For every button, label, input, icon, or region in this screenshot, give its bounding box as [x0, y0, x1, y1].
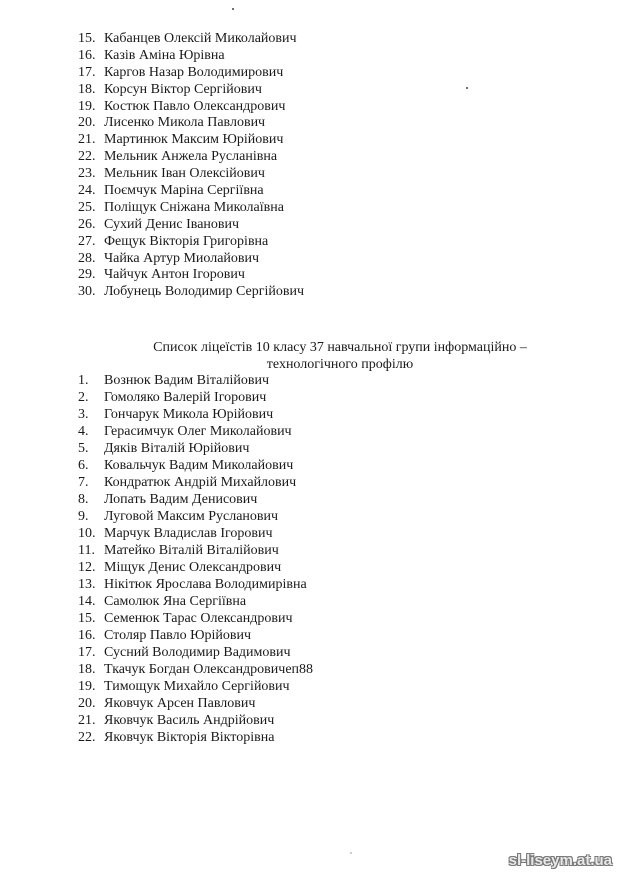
student-name: Чайка Артур Миолайович: [104, 250, 260, 266]
item-number: 30.: [78, 284, 96, 300]
item-number: 22.: [78, 730, 96, 745]
student-name: Фещук Вікторія Григорівна: [104, 233, 269, 249]
student-name: Столяр Павло Юрійович: [104, 628, 251, 643]
student-name: Яковчук Василь Андрійович: [104, 713, 275, 728]
item-number: 2.: [78, 390, 89, 405]
list-item: [78, 610, 313, 627]
list-item: [78, 234, 304, 251]
item-number: 6.: [78, 458, 89, 473]
student-name: Казів Аміна Юрівна: [104, 47, 225, 63]
scan-speck: [466, 87, 468, 89]
student-name: Яковчук Вікторія Вікторівна: [104, 730, 275, 745]
list-item: [78, 525, 313, 542]
student-name: Марчук Владислав Ігорович: [104, 526, 273, 541]
student-name: Костюк Павло Олександрович: [104, 98, 286, 114]
list-item: [78, 457, 313, 474]
student-name: Сусний Володимир Вадимович: [104, 645, 291, 660]
list-item: [78, 166, 304, 183]
student-name: Тимощук Михайло Сергійович: [104, 679, 290, 694]
student-name: Сухий Денис Іванович: [104, 216, 240, 232]
list-item: [78, 559, 313, 576]
item-number: 5.: [78, 441, 89, 456]
list-item: [78, 251, 304, 268]
student-name: Ткачук Богдан Олександровичеп88: [104, 662, 314, 677]
list-item: [78, 132, 304, 149]
list-item: [78, 31, 304, 48]
item-number: 13.: [78, 577, 96, 592]
item-number: 10.: [78, 526, 96, 541]
student-name: Яковчук Арсен Павлович: [104, 696, 256, 711]
item-number: 21.: [78, 132, 96, 148]
list-item: [78, 661, 313, 678]
student-name: Поліщук Сніжана Миколаївна: [104, 199, 284, 215]
item-number: 24.: [78, 183, 96, 199]
item-number: 16.: [78, 47, 96, 63]
item-number: 7.: [78, 475, 89, 490]
item-number: 21.: [78, 713, 96, 728]
item-number: 1.: [78, 373, 89, 388]
student-name: Чайчук Антон Ігорович: [104, 267, 245, 283]
student-name: Дяків Віталій Юрійович: [104, 441, 250, 456]
list-item: [78, 576, 313, 593]
list-item: [78, 149, 304, 166]
list-item: [78, 627, 313, 644]
item-number: 14.: [78, 594, 96, 609]
item-number: 27.: [78, 233, 96, 249]
student-list-group-37: [78, 372, 313, 746]
student-name: Луговой Максим Русланович: [104, 509, 279, 524]
item-number: 18.: [78, 662, 96, 677]
list-item: [78, 593, 313, 610]
student-name: Мельник Іван Олексійович: [104, 166, 265, 182]
section-title-line-1: Список ліцеїстів 10 класу 37 навчальної групи інформаційно –: [153, 340, 527, 355]
student-name: Нікітюк Ярослава Володимирівна: [104, 577, 307, 592]
student-name: Кабанцев Олексій Миколайович: [104, 31, 297, 46]
student-name: Семенюк Тарас Олександрович: [104, 611, 293, 626]
item-number: 19.: [78, 98, 96, 114]
list-item: [78, 440, 313, 457]
list-item: [78, 508, 313, 525]
list-item: [78, 423, 313, 440]
item-number: 4.: [78, 424, 89, 439]
list-item: [78, 200, 304, 217]
list-item: [78, 65, 304, 82]
student-name: Гончарук Микола Юрійович: [104, 407, 274, 422]
student-name: Ковальчук Вадим Миколайович: [104, 458, 294, 473]
student-name: Лопать Вадим Денисович: [104, 492, 258, 507]
list-item: [78, 99, 304, 116]
student-name: Герасимчук Олег Миколайович: [104, 424, 292, 439]
student-name: Каргов Назар Володимирович: [104, 64, 284, 80]
list-item: [78, 695, 313, 712]
site-watermark: sl-liseym.at.ua: [508, 852, 612, 869]
list-item: [78, 729, 313, 746]
item-number: 20.: [78, 115, 96, 131]
list-item: [78, 115, 304, 132]
list-item: [78, 372, 313, 389]
list-item: [78, 678, 313, 695]
item-number: 17.: [78, 64, 96, 80]
scan-speck: [232, 8, 234, 10]
student-list-continued: [78, 31, 304, 301]
list-item: [78, 542, 313, 559]
item-number: 15.: [78, 31, 96, 46]
item-number: 16.: [78, 628, 96, 643]
student-name: Матейко Віталій Віталійович: [104, 543, 279, 558]
list-item: [78, 217, 304, 234]
list-item: [78, 284, 304, 301]
item-number: 17.: [78, 645, 96, 660]
item-number: 29.: [78, 267, 96, 283]
list-item: [78, 82, 304, 99]
item-number: 8.: [78, 492, 89, 507]
student-name: Поємчук Маріна Сергіївна: [104, 183, 264, 199]
item-number: 26.: [78, 216, 96, 232]
list-item: [78, 474, 313, 491]
list-item: [78, 267, 304, 284]
item-number: 18.: [78, 81, 96, 97]
section-title: [120, 339, 560, 373]
list-item: [78, 644, 313, 661]
scan-speck: [350, 852, 352, 854]
list-item: [78, 389, 313, 406]
item-number: 22.: [78, 149, 96, 165]
item-number: 19.: [78, 679, 96, 694]
item-number: 12.: [78, 560, 96, 575]
list-item: [78, 712, 313, 729]
item-number: 3.: [78, 407, 89, 422]
student-name: Гомоляко Валерій Ігорович: [104, 390, 267, 405]
item-number: 25.: [78, 199, 96, 215]
list-item: [78, 183, 304, 200]
section-title-line-2: технологічного профілю: [266, 357, 414, 372]
item-number: 11.: [78, 543, 95, 558]
list-item: [78, 491, 313, 508]
student-name: Мельник Анжела Русланівна: [104, 149, 278, 165]
student-name: Лобунець Володимир Сергійович: [104, 284, 305, 300]
student-name: Міщук Денис Олександрович: [104, 560, 282, 575]
item-number: 9.: [78, 509, 89, 524]
item-number: 15.: [78, 611, 96, 626]
student-name: Корсун Віктор Сергійович: [104, 81, 262, 97]
list-item: [78, 406, 313, 423]
item-number: 23.: [78, 166, 96, 182]
student-name: Лисенко Микола Павлович: [104, 115, 266, 131]
student-name: Вознюк Вадим Віталійович: [104, 373, 270, 388]
student-name: Самолюк Яна Сергіївна: [104, 594, 247, 609]
student-name: Кондратюк Андрій Михайлович: [104, 475, 297, 490]
item-number: 28.: [78, 250, 96, 266]
list-item: [78, 48, 304, 65]
item-number: 20.: [78, 696, 96, 711]
student-name: Мартинюк Максим Юрійович: [104, 132, 284, 148]
